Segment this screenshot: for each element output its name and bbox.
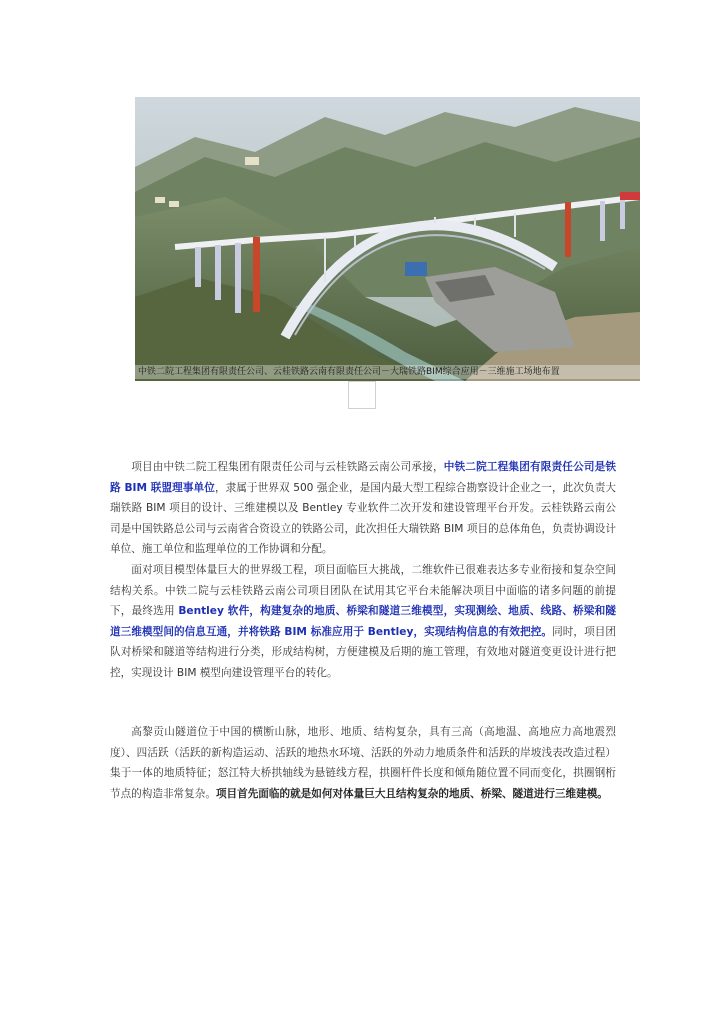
body-paragraph-1 <box>110 457 616 560</box>
bridge-scene-svg <box>135 97 640 381</box>
paragraph-3-text: 高黎贡山隧道位于中国的横断山脉，地形、地质、结构复杂，具有三高（高地温、高地应力高地震烈度）、四活跃（活跃的新构造运动、活跃的地热水环境、活跃的外动力地质条件和活跃的岸坡浅表改造过程）集于一体的地质特征；怒江特大桥拱轴线为悬链线方程，拱圈杆件长度和倾角随位置不同而变化，拱圈钢桁节点的构造非常复杂。 <box>110 726 616 800</box>
paragraph-1-text: 项目由中铁二院工程集团有限责任公司与云桂铁路云南公司承接， <box>131 461 444 473</box>
paragraph-1-text-continued: ，隶属于世界双 500 强企业，是国内最大型工程综合勘察设计企业之一，此次负责大瑞铁路 BIM 项目的设计、三维建模以及 Bentley 专业软件二次开发和建设管理平台开发。云桂铁路云南公司是中国铁路总公司与云南省合资设立的铁路公司，此次担任大瑞铁路 BIM 项目的总体角色，负责协调设计单位、施工单位和监理单位的工作协调和分配。 <box>110 481 617 555</box>
paragraph-2-text: 面对项目模型体量巨大的世界级工程，项目面临巨大挑战，二维软件已很难表达多专业衔接和复杂空间结构关系。中铁二院与云桂铁路云南公司项目团队在试用其它平台未能解决项目中面临的诸多问题的前提下，最终选用 <box>110 564 616 617</box>
paragraph-2-highlight: Bentley 软件，构建复杂的地质、桥梁和隧道三维模型，实现测绘、地质、线路、桥梁和隧道三维模型间的信息互通，并将铁路 BIM 标准应用于 Bentley，实现结构信息的有效把控。 <box>110 605 616 638</box>
paragraph-3-emphasis: 项目首先面临的就是如何对体量巨大且结构复杂的地质、桥梁、隧道进行三维建模。 <box>215 787 608 800</box>
paragraph-1-highlight: 中铁二院工程集团有限责任公司是铁路 BIM 联盟理事单位 <box>110 461 617 494</box>
paragraph-2-text-continued: 同时，项目团队对桥梁和隧道等结构进行分类，形成结构树，方便建模及后期的施工管理，有效地对隧道变更设计进行把控，实现设计 BIM 模型向建设管理平台的转化。 <box>110 625 616 679</box>
body-paragraph-3 <box>110 722 616 804</box>
image-placeholder-box <box>348 381 376 409</box>
figure-caption: 中铁二院工程集团有限责任公司、云桂铁路云南有限责任公司－大瑞铁路BIM综合应用－三维施工场地布置 <box>135 365 640 379</box>
body-paragraph-2 <box>110 560 616 683</box>
bridge-rendering-image <box>135 97 640 381</box>
